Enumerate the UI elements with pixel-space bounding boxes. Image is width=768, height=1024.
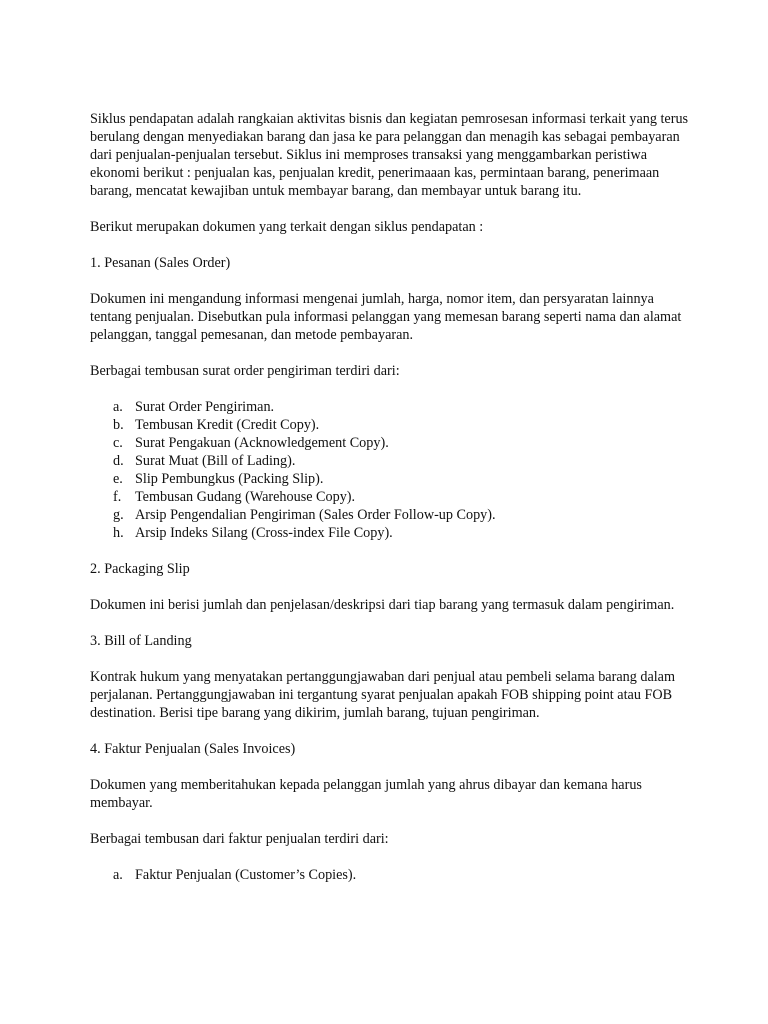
list-item-text: Faktur Penjualan (Customer’s Copies). bbox=[135, 867, 357, 883]
list-item-text: Tembusan Gudang (Warehouse Copy). bbox=[135, 489, 356, 505]
list-marker: f. bbox=[113, 489, 122, 505]
documents-intro-paragraph: Berikut merupakan dokumen yang terkait dengan siklus pendapatan : bbox=[90, 219, 484, 235]
section-2-body: Dokumen ini berisi jumlah dan penjelasan/deskripsi dari tiap barang yang termasuk dalam pengiriman. bbox=[90, 597, 675, 613]
list-item-text: Tembusan Kredit (Credit Copy). bbox=[135, 417, 320, 433]
list-marker: h. bbox=[113, 525, 124, 541]
section-2-heading: 2. Packaging Slip bbox=[90, 561, 190, 577]
list-item bbox=[90, 398, 690, 416]
section-3-body: Kontrak hukum yang menyatakan pertanggungjawaban dari penjual atau pembeli selama barang dalam perjalanan. Pertanggungjawaban ini tergantung syarat penjualan apakah FOB shipping point atau FOB destination. Berisi tipe barang yang dikirim, jumlah barang, tujuan pengiriman. bbox=[90, 669, 676, 721]
list-item bbox=[90, 506, 690, 524]
document-page bbox=[90, 110, 690, 902]
section-1-body: Dokumen ini mengandung informasi mengenai jumlah, harga, nomor item, dan persyaratan lainnya tentang penjualan. Disebutkan pula informasi pelanggan yang memesan barang seperti nama dan alamat pelanggan, tanggal pemesanan, dan metode pembayaran. bbox=[90, 291, 682, 343]
section-1-list bbox=[90, 398, 690, 542]
list-item bbox=[90, 434, 690, 452]
list-marker: g. bbox=[113, 507, 124, 523]
list-item bbox=[90, 452, 690, 470]
section-3-heading: 3. Bill of Landing bbox=[90, 633, 192, 649]
list-item bbox=[90, 416, 690, 434]
intro-paragraph: Siklus pendapatan adalah rangkaian aktivitas bisnis dan kegiatan pemrosesan informasi terkait yang terus berulang dengan menyediakan barang dan jasa ke para pelanggan dan menagih kas sebagai pembayaran dari penjualan-penjualan tersebut. Siklus ini memproses transaksi yang menggambarkan peristiwa ekonomi berikut : penjualan kas, penjualan kredit, penerimaaan kas, permintaan barang, penerimaan barang, mencatat kewajiban untuk membayar barang, dan membayar untuk barang itu. bbox=[90, 111, 689, 199]
section-4-list bbox=[90, 866, 690, 884]
list-item-text: Surat Order Pengiriman. bbox=[135, 399, 275, 415]
list-item-text: Surat Pengakuan (Acknowledgement Copy). bbox=[135, 435, 389, 451]
section-4-list-intro: Berbagai tembusan dari faktur penjualan terdiri dari: bbox=[90, 831, 389, 847]
list-item-text: Arsip Pengendalian Pengiriman (Sales Order Follow-up Copy). bbox=[135, 507, 496, 523]
list-marker: a. bbox=[113, 867, 123, 883]
section-4-heading: 4. Faktur Penjualan (Sales Invoices) bbox=[90, 741, 296, 757]
list-marker: d. bbox=[113, 453, 124, 469]
list-item-text: Arsip Indeks Silang (Cross-index File Copy). bbox=[135, 525, 393, 541]
list-item bbox=[90, 524, 690, 542]
list-item-text: Slip Pembungkus (Packing Slip). bbox=[135, 471, 324, 487]
list-item-text: Surat Muat (Bill of Lading). bbox=[135, 453, 296, 469]
list-item bbox=[90, 488, 690, 506]
list-marker: e. bbox=[113, 471, 123, 487]
list-marker: c. bbox=[113, 435, 123, 451]
section-4-body: Dokumen yang memberitahukan kepada pelanggan jumlah yang ahrus dibayar dan kemana harus membayar. bbox=[90, 777, 642, 811]
list-item bbox=[90, 866, 690, 884]
list-item bbox=[90, 470, 690, 488]
list-marker: b. bbox=[113, 417, 124, 433]
section-1-list-intro: Berbagai tembusan surat order pengiriman terdiri dari: bbox=[90, 363, 400, 379]
section-1-heading: 1. Pesanan (Sales Order) bbox=[90, 255, 231, 271]
list-marker: a. bbox=[113, 399, 123, 415]
